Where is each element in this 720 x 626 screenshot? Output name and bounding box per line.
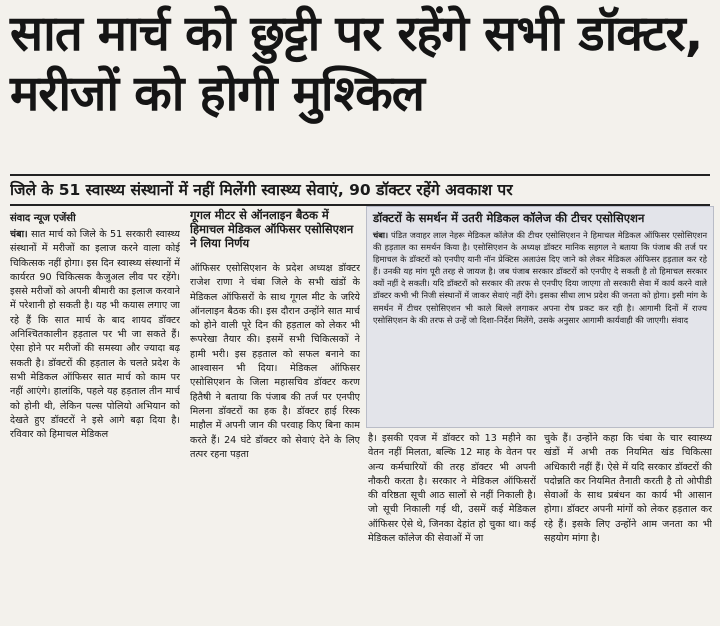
column-3-body: है। इसकी एवज में डॉक्टर को 13 महीने का वेतन नहीं मिलता, बल्कि 12 माह के वेतन पर अन्य कर्मचारियों की तरह डॉक्टर भी अपनी नौकरी करता है। सरकार ने मेडिकल ऑफिसरों की वरिष्ठता सूची आठ सालों से नहीं निकाली है। जो सूची निकाली गई थी, उसमें कई मेडिकल ऑफिसर ऐसे थे, जिनका देहांत हो चुका था। कई मेडिकल कॉलेज की सेवाओं में जा [368,433,536,545]
column-1-text [10,228,180,442]
dateline: चंबा। [10,229,28,240]
headline: सात मार्च को छुट्टी पर रहेंगे सभी डॉक्टर, मरीजों को होगी मुश्किल [10,5,703,122]
byline: संवाद न्यूज एजेंसी [10,213,76,224]
column-2-body: ऑफिसर एसोसिएशन के प्रदेश अध्यक्ष डॉक्टर राजेश राणा ने चंबा जिले के सभी खंडों के मेडिकल ऑफिसरों के साथ गूगल मीट के जरिये ऑनलाइन बैठक की। इस दौरान उन्होंने सात मार्च को होने वाली पूरे दिन की हड़ताल को लेकर भी रूपरेखा तैयार की। इसमें सभी चिकित्सकों ने हामी भरी। इस हड़ताल को सफल बनाने का आश्वासन भी दिया। मेडिकल ऑफिसर एसोसिएशन के जिला महासचिव डॉक्टर करण हितैषी ने बताया कि पंजाब की तर्ज पर एनपीए मिलना डॉक्टरों का हक है। डॉक्टर हाई रिस्क माहौल में अपनी जान की परवाह किए बिना काम करते हैं। 24 घंटे डॉक्टर को सेवाएं देने के लिए तत्पर रहना पड़ता [190,263,360,460]
top-divider [10,174,710,176]
teacher-association-box [366,206,714,428]
article-column-1 [10,228,180,618]
subheadline: जिले के 51 स्वास्थ्य संस्थानों में नहीं मिलेंगी स्वास्थ्य सेवाएं, 90 डॉक्टर रहेंगे अवकाश पर [10,181,513,199]
column-4-body: चुके हैं। उन्होंने कहा कि चंबा के चार स्वास्थ्य खंडों में अभी तक नियमित खंड चिकित्सा अधिकारी नहीं हैं। ऐसे में यदि सरकार डॉक्टरों की पदोन्नति कर नियमित तैनाती करती है तो ओपीडी सेवाओं के साथ प्रबंधन का कार्य भी आसान होगा। डॉक्टर अपनी मांगों को लेकर हड़ताल कर रहे हैं। इसके लिए उन्होंने आम जनता का भी सहयोग मांगा है। [544,433,712,545]
article-column-4 [544,432,712,620]
box-body: पंडित जवाहर लाल नेहरू मेडिकल कॉलेज की टीचर एसोसिएशन ने हिमाचल मेडिकल ऑफिसर एसोसिएशन की हड़ताल का समर्थन किया है। एसोसिएशन के अध्यक्ष डॉक्टर मानिक सहगल ने बताया कि पंजाब की तर्ज पर हिमाचल के डॉक्टरों को एनपीए यानी नॉन प्रेक्टिस अलाउंस दिए जाने को लेकर मेडिकल ऑफिसर हड़ताल कर रहे हैं। उनकी यह मांग पूरी तरह से जायज है। जब पंजाब सरकार डॉक्टरों को एनपीए दे सकती है तो हिमाचल सरकार क्यों नहीं दे सकती। यदि डॉक्टरों को सरकार की तरफ से एनपीए दिया जाएगा तो सरकारी सेवा में कार्य करने वाले डॉक्टर कभी भी निजी संस्थानों में जाकर सेवाएं नहीं देंगे। इसका सीधा लाभ प्रदेश की जनता को होगा। इसी मांग के समर्थन में टीचर एसोसिएशन भी काले बिल्ले लगाकर अपना रोष प्रकट कर रही है। आगामी दिनों में राज्य एसोसिएशन के की तरफ से उन्हें जो दिशा-निर्देश मिलेंगे, उसके अनुसार आगामी कार्यवाही की जाएगी। संवाद [373,230,707,325]
article-column-3 [368,432,536,620]
box-dateline: चंबा। [373,230,389,240]
box-text [373,229,707,326]
column-2-heading: गूगल मीटर से ऑनलाइन बैठक में हिमाचल मेडिकल ऑफिसर एसोसिएशन ने लिया निर्णय [190,208,354,250]
column-1-body: सात मार्च को जिले के 51 सरकारी स्वास्थ्य संस्थानों में मरीजों का इलाज करने वाला कोई चिकित्सक नहीं होगा। इस दिन स्वास्थ्य संस्थानों में कार्यरत 90 चिकित्सक कैजुअल लीव पर रहेंगे। इससे मरीजों को अपनी बीमारी का इलाज करवाने में परेशानी हो सकती है। यह भी कयास लगाए जा रहे हैं कि सात मार्च के बाद शायद डॉक्टर अनिश्चितकालीन हड़ताल पर भी जा सकते हैं। ऐसा होने पर मरीजों की समस्या और ज्यादा बढ़ सकती है। डॉक्टरों की हड़ताल के चलते प्रदेश के सभी मेडिकल ऑफिसर सात मार्च को काम पर नहीं आएंगे। हालांकि, पहले यह हड़ताल तीन मार्च को होनी थी, लेकिन पल्स पोलियो अभियान को देखते हुए डॉक्टरों ने इसे आगे बढ़ा दिया है। रविवार को हिमाचल मेडिकल [10,229,180,441]
box-heading: डॉक्टरों के समर्थन में उतरी मेडिकल कॉलेज की टीचर एसोसिएशन [373,211,645,225]
article-column-2 [190,208,360,618]
